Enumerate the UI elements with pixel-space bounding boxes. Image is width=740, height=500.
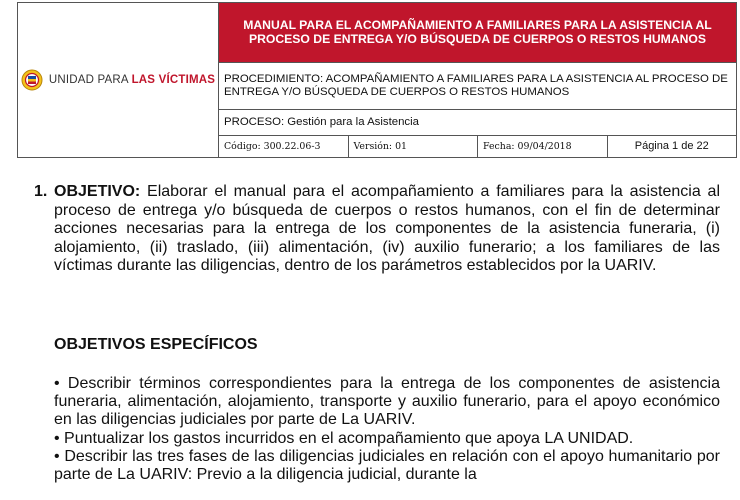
specific-objectives-heading: OBJETIVOS ESPECÍFICOS [54, 336, 258, 353]
procedure-text: PROCEDIMIENTO: ACOMPAÑAMIENTO A FAMILIARES PARA LA ASISTENCIA AL PROCESO DE ENTREGA Y/O BÚSQUEDA DE CUERPOS O RESTOS HUMANOS [219, 62, 737, 109]
unidad-logo [18, 69, 218, 91]
document-header-table [17, 2, 737, 158]
logo-cell [18, 3, 219, 158]
manual-title: MANUAL PARA EL ACOMPAÑAMIENTO A FAMILIARES PARA LA ASISTENCIA AL PROCESO DE ENTREGA Y/O BÚSQUEDA DE CUERPOS O RESTOS HUMANOS [219, 3, 737, 63]
objective-label: OBJETIVO: [54, 183, 141, 200]
document-version: Versión: 01 [348, 135, 478, 157]
objective-section [34, 183, 720, 276]
page-number: Página 1 de 22 [607, 135, 737, 157]
objective-paragraph [34, 183, 720, 276]
document-date: Fecha: 09/04/2018 [478, 135, 608, 157]
colombia-coat-of-arms-icon [21, 69, 43, 91]
logo-text: UNIDAD PARA LAS VÍCTIMAS [48, 74, 216, 86]
objective-number: 1. [34, 183, 48, 200]
process-text: PROCESO: Gestión para la Asistencia [219, 109, 737, 135]
list-item: • Describir las tres fases de las diligencias judiciales en relación con el apoyo humanitario por parte de La UARIV: Previo a la diligencia judicial, durante la [54, 447, 720, 484]
list-item: • Describir términos correspondientes para la entrega de los componentes de asistencia funeraria, alimentación, alojamiento, transporte y auxilio funerario, para el apoyo económico en las diligencias judiciales por parte de La UARIV. [54, 375, 720, 429]
list-item: • Puntualizar los gastos incurridos en el acompañamiento que apoya LA UNIDAD. [54, 429, 634, 447]
document-code: Código: 300.22.06-3 [219, 135, 349, 157]
objective-text: Elaborar el manual para el acompañamiento a familiares para la asistencia al proceso de entrega y/o búsqueda de cuerpos o restos humanos, con el fin de determinar acciones necesarias para la entrega de los componentes de la asistencia funeraria, (i) alojamiento, (ii) traslado, (iii) alimentación, (iv) auxilio funerario; a los familiares de las víctimas durante las diligencias, dentro de los parámetros establecidos por la UARIV. [54, 183, 720, 275]
specific-objectives-list [54, 375, 720, 484]
